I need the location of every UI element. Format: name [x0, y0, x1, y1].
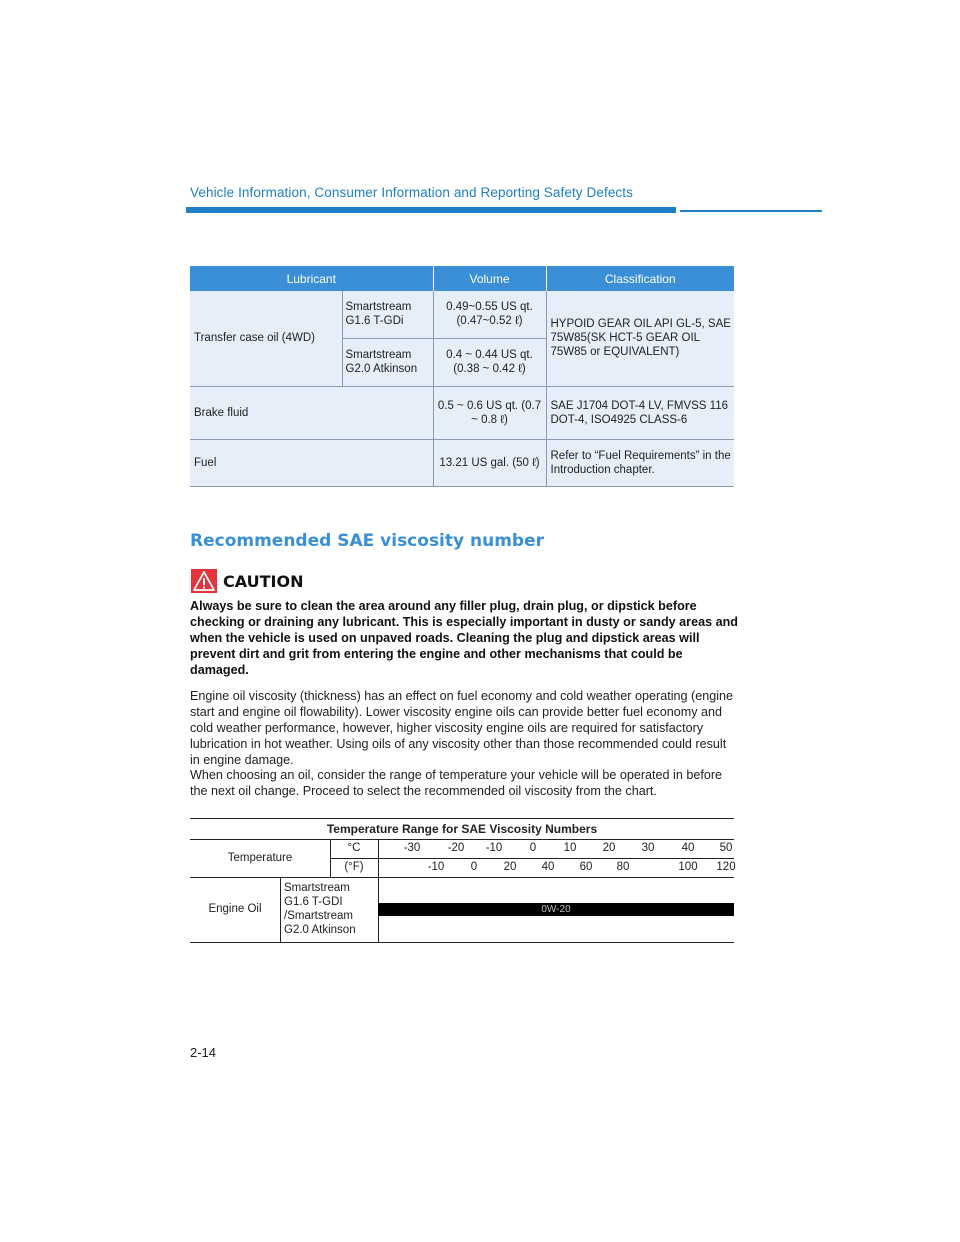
table-row	[190, 439, 734, 486]
divider	[378, 839, 379, 877]
table-row	[190, 386, 734, 439]
celsius-tick: 20	[602, 842, 616, 854]
temperature-label: Temperature	[227, 852, 293, 864]
transfer-case-classification: HYPOID GEAR OIL API GL-5, SAE 75W85(SK HCT-5 GEAR OIL 75W85 or EQUIVALENT)	[546, 291, 734, 386]
transfer-case-engine-1: Smartstream G1.6 T-GDi	[342, 291, 433, 338]
celsius-tick: 30	[641, 842, 655, 854]
table-row	[190, 291, 734, 338]
celsius-unit-label: °C	[347, 842, 361, 854]
viscosity-chart	[190, 818, 734, 943]
fahrenheit-tick: -10	[427, 861, 445, 873]
celsius-tick: -10	[485, 842, 503, 854]
fuel-name: Fuel	[190, 439, 433, 486]
celsius-tick: 50	[719, 842, 733, 854]
transfer-case-engine-2: Smartstream G2.0 Atkinson	[342, 338, 433, 386]
viscosity-chart-title: Temperature Range for SAE Viscosity Numbers	[190, 819, 734, 840]
column-header-volume: Volume	[433, 266, 546, 291]
table-header-row	[190, 266, 734, 291]
transfer-case-volume-2: 0.4 ~ 0.44 US qt. (0.38 ~ 0.42 ℓ)	[433, 338, 546, 386]
fahrenheit-tick: 20	[503, 861, 517, 873]
fahrenheit-tick: 80	[616, 861, 630, 873]
fahrenheit-unit-label: (°F)	[344, 861, 364, 873]
fahrenheit-tick: 120	[716, 861, 736, 873]
fuel-classification: Refer to “Fuel Requirements” in the Introduction chapter.	[546, 439, 734, 486]
header-bar-thin	[680, 210, 822, 212]
celsius-tick: 10	[563, 842, 577, 854]
celsius-tick: 40	[681, 842, 695, 854]
fahrenheit-tick: 40	[541, 861, 555, 873]
engine-models: Smartstream G1.6 T-GDI /Smartstream G2.0 Atkinson	[284, 882, 356, 936]
header-bar	[186, 207, 676, 213]
fahrenheit-tick: 60	[579, 861, 593, 873]
column-header-classification: Classification	[546, 266, 734, 291]
warning-icon	[191, 569, 217, 593]
celsius-tick: 0	[529, 842, 537, 854]
divider	[280, 877, 281, 942]
engine-oil-label: Engine Oil	[208, 903, 262, 915]
fahrenheit-tick: 100	[678, 861, 698, 873]
fuel-volume: 13.21 US gal. (50 ℓ)	[433, 439, 546, 486]
caution-title: CAUTION	[223, 572, 304, 591]
section-title: Recommended SAE viscosity number	[190, 531, 545, 551]
divider	[330, 858, 734, 859]
lubricant-table	[190, 266, 734, 487]
brake-fluid-classification: SAE J1704 DOT-4 LV, FMVSS 116 DOT-4, ISO4925 CLASS-6	[546, 386, 734, 439]
page-number: 2-14	[190, 1045, 217, 1060]
viscosity-grade-bar: 0W-20	[378, 903, 734, 916]
paragraph: When choosing an oil, consider the range of temperature your vehicle will be operated in before the next oil change. Proceed to select the recommended oil viscosity from the chart.	[190, 768, 723, 798]
divider	[330, 839, 331, 877]
fahrenheit-tick: 0	[470, 861, 478, 873]
header-title: Vehicle Information, Consumer Information and Reporting Safety Defects	[190, 185, 633, 200]
transfer-case-name: Transfer case oil (4WD)	[190, 291, 342, 386]
column-header-lubricant: Lubricant	[190, 266, 433, 291]
brake-fluid-volume: 0.5 ~ 0.6 US qt. (0.7 ~ 0.8 ℓ)	[433, 386, 546, 439]
transfer-case-volume-1: 0.49~0.55 US qt. (0.47~0.52 ℓ)	[433, 291, 546, 338]
caution-text: Always be sure to clean the area around any filler plug, drain plug, or dipstick before checking or draining any lubricant. This is especially important in dusty or sandy areas and when the vehicle is used on unpaved roads. Cleaning the plug and dipstick areas will prevent dirt and grit from entering the engine and other mechanisms that could be damaged.	[190, 599, 738, 677]
celsius-tick: -30	[403, 842, 421, 854]
brake-fluid-name: Brake fluid	[190, 386, 433, 439]
paragraph: Engine oil viscosity (thickness) has an effect on fuel economy and cold weather operating (engine start and engine oil flowability). Lower viscosity engine oils can provide better fuel economy and cold weather performance, however, higher viscosity engine oils are required for satisfactory lubrication in hot weather. Using oils of any viscosity other than those recommended could result in engine damage.	[190, 689, 734, 767]
celsius-tick: -20	[447, 842, 465, 854]
